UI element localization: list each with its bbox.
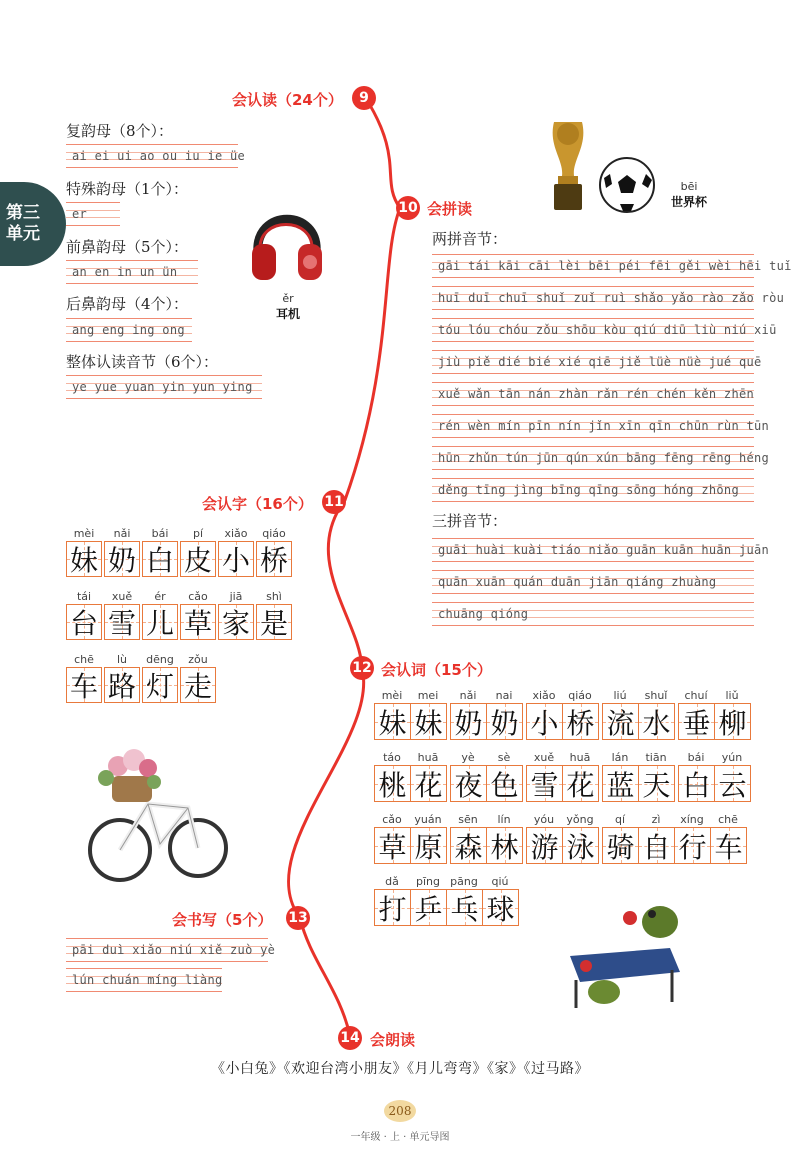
char-pinyin: qiáo (262, 527, 286, 540)
word-pinyin: mèi (381, 689, 403, 702)
word-pinyin: nǎi (459, 689, 477, 702)
section-12-title: 会认词（15个） (381, 661, 492, 679)
word-row (374, 750, 754, 802)
char-pinyin: nǎi (113, 527, 131, 540)
char-row (66, 526, 294, 577)
word-pinyin: shuǐ (644, 689, 668, 702)
char-hanzi: 皮 (183, 544, 212, 577)
char-box (66, 667, 102, 703)
football-image (598, 156, 656, 214)
page-number: 208 (384, 1100, 416, 1122)
word-hanzi: 妹 (414, 706, 443, 740)
te-yunmu-line: er (66, 202, 120, 226)
word-char-box (710, 827, 747, 864)
char-pinyin: bái (151, 527, 169, 540)
word-hanzi: 乓 (450, 892, 479, 926)
char-cell (142, 589, 178, 640)
word-char-box (450, 765, 487, 802)
word-pinyin: xuě (533, 751, 555, 764)
word-hanzi: 桥 (566, 706, 595, 740)
word-hanzi: 垂 (682, 706, 711, 740)
qian-yunmu-label: 前鼻韵母（5个）： (66, 238, 189, 256)
s10_two-row: děng tīng jìng bīng qīng sōng hóng zhōng (432, 478, 754, 502)
section-14-title: 会朗读 (370, 1031, 416, 1049)
word-hanzi: 原 (414, 830, 443, 864)
char-pinyin: xuě (111, 590, 133, 603)
word-cell (374, 750, 446, 802)
word-char-box (374, 765, 411, 802)
char-pinyin: xiǎo (224, 527, 248, 540)
word-cell (450, 750, 522, 802)
word-pinyin: huā (417, 751, 439, 764)
word-pinyin: sè (497, 751, 511, 764)
char-box (218, 604, 254, 640)
char-pinyin: chē (74, 653, 94, 666)
word-char-box (410, 703, 447, 740)
word-hanzi: 花 (414, 768, 443, 802)
word-pinyin: qiú (491, 875, 509, 888)
section-10-node: 10 (396, 196, 420, 220)
word-pinyin: táo (383, 751, 401, 764)
word-pinyin: nai (495, 689, 513, 702)
word-pinyin: yuán (414, 813, 442, 826)
word-char-box (638, 827, 675, 864)
word-hanzi: 自 (642, 830, 671, 864)
word-char-box (410, 827, 447, 864)
write-line-2: lún chuán míng liàng (66, 968, 222, 992)
three-syllable-label: 三拼音节： (432, 512, 508, 530)
word-hanzi: 水 (642, 706, 671, 740)
trophy-caption (664, 180, 714, 210)
word-pinyin: yóu (533, 813, 555, 826)
word-char-box (446, 889, 483, 926)
char-pinyin: lù (116, 653, 128, 666)
char-cell (218, 526, 254, 577)
char-cell (66, 526, 102, 577)
s10_three-row: guāi huài kuài tiáo niǎo guān kuān huān juān (432, 538, 754, 562)
s10_two-row: rén wèn mín pīn nín jǐn xīn qīn chūn rùn tūn (432, 414, 754, 438)
word-char-box (450, 703, 487, 740)
word-char-box (602, 765, 639, 802)
word-hanzi: 球 (486, 892, 515, 926)
word-cell (602, 812, 746, 864)
char-pinyin: mèi (73, 527, 95, 540)
word-char-box (526, 765, 563, 802)
char-box (180, 604, 216, 640)
char-pinyin: tái (76, 590, 92, 603)
word-hanzi: 桃 (378, 768, 407, 802)
word-hanzi: 骑 (606, 830, 635, 864)
word-pinyin: dǎ (385, 875, 399, 888)
hou-yunmu-line: ang eng ing ong (66, 318, 192, 342)
word-row (374, 812, 750, 864)
word-pinyin: chē (718, 813, 738, 826)
section-11-node: 11 (322, 490, 346, 514)
word-hanzi: 色 (490, 768, 519, 802)
section-12-node: 12 (350, 656, 374, 680)
char-box (66, 541, 102, 577)
char-hanzi: 是 (259, 607, 288, 640)
unit-tab-line2: 单元 (6, 224, 40, 244)
word-pinyin: lán (611, 751, 629, 764)
word-char-box (410, 765, 447, 802)
headphones-label: 耳机 (275, 307, 300, 321)
char-hanzi: 儿 (145, 607, 174, 640)
word-hanzi: 游 (530, 830, 559, 864)
word-pinyin: bái (687, 751, 705, 764)
word-char-box (602, 827, 639, 864)
section-13-node: 13 (286, 906, 310, 930)
section-9-node: 9 (352, 86, 376, 110)
word-char-box (674, 827, 711, 864)
word-cell (526, 812, 598, 864)
word-hanzi: 行 (678, 830, 707, 864)
char-box (142, 667, 178, 703)
word-pinyin: xíng (680, 813, 704, 826)
fu-yunmu-line: ai ei ui ao ou iu ie üe (66, 144, 238, 168)
char-box (218, 541, 254, 577)
char-box (104, 604, 140, 640)
word-cell (374, 812, 446, 864)
char-pinyin: zǒu (188, 653, 208, 666)
word-pinyin: pīng (416, 875, 440, 888)
word-hanzi: 天 (642, 768, 671, 802)
section-10-title: 会拼读 (427, 200, 473, 218)
word-pinyin: cǎo (382, 813, 402, 826)
word-cell (526, 750, 598, 802)
word-cell (526, 688, 598, 740)
headphones-pinyin: ěr (282, 292, 294, 305)
word-hanzi: 奶 (490, 706, 519, 740)
word-pinyin: xiǎo (532, 689, 556, 702)
te-yunmu-label: 特殊韵母（1个）： (66, 180, 189, 198)
s10_two-row: tóu lóu chóu zǒu shōu kòu qiú diū liù niú xiū (432, 318, 754, 342)
word-char-box (450, 827, 487, 864)
word-cell (678, 688, 750, 740)
char-box (104, 541, 140, 577)
word-cell (602, 750, 674, 802)
headphones-image (248, 198, 326, 288)
s10_three-row: quān xuān quán duān jiān qiáng zhuàng (432, 570, 754, 594)
word-char-box (374, 827, 411, 864)
word-hanzi: 林 (490, 830, 519, 864)
word-char-box (714, 765, 751, 802)
word-hanzi: 蓝 (606, 768, 635, 802)
word-char-box (562, 703, 599, 740)
word-pinyin: yún (721, 751, 743, 764)
write-line-1: pāi duì xiǎo niú xiě zuò yè (66, 938, 268, 962)
word-pinyin: lín (497, 813, 511, 826)
char-hanzi: 桥 (259, 544, 288, 577)
char-hanzi: 家 (221, 607, 250, 640)
word-char-box (526, 827, 563, 864)
fu-yunmu-label: 复韵母（8个）： (66, 122, 174, 140)
word-row (374, 688, 754, 740)
char-hanzi: 草 (183, 607, 212, 640)
word-hanzi: 流 (606, 706, 635, 740)
char-cell (180, 652, 216, 703)
word-pinyin: yè (461, 751, 475, 764)
word-hanzi: 白 (682, 768, 711, 802)
word-hanzi: 草 (378, 830, 407, 864)
word-char-box (562, 765, 599, 802)
char-box (180, 541, 216, 577)
word-pinyin: liǔ (725, 689, 739, 702)
char-cell (104, 652, 140, 703)
word-cell (450, 688, 522, 740)
char-cell (66, 589, 102, 640)
char-cell (104, 589, 140, 640)
unit-tab (0, 182, 66, 266)
char-cell (256, 526, 292, 577)
char-cell (66, 652, 102, 703)
word-pinyin: yǒng (566, 813, 594, 826)
word-cell (450, 812, 522, 864)
char-hanzi: 奶 (107, 544, 136, 577)
char-cell (256, 589, 292, 640)
s10_two-row: jiù piě dié bié xié qiē jiě lüè nüè jué quē (432, 350, 754, 374)
word-row (374, 874, 522, 926)
s10_two-row: gāi tái kāi cāi lèi bēi péi fēi gěi wèi hēi tuǐ (432, 254, 754, 278)
word-hanzi: 柳 (718, 706, 747, 740)
word-pinyin: sēn (458, 813, 478, 826)
word-pinyin: qí (614, 813, 626, 826)
section-13-title: 会书写（5个） (172, 911, 273, 929)
char-pinyin: jiā (229, 590, 243, 603)
word-pinyin: qiáo (568, 689, 592, 702)
word-char-box (602, 703, 639, 740)
section-11-title: 会认字（16个） (202, 495, 313, 513)
frog-pingpong-image (560, 892, 690, 1012)
word-hanzi: 花 (566, 768, 595, 802)
word-pinyin: pāng (450, 875, 478, 888)
word-char-box (374, 889, 411, 926)
word-hanzi: 妹 (378, 706, 407, 740)
word-pinyin: zì (651, 813, 661, 826)
word-cell (374, 874, 518, 926)
section-9-title: 会认读（24个） (232, 91, 343, 109)
char-box (104, 667, 140, 703)
char-row (66, 652, 218, 703)
word-hanzi: 奶 (454, 706, 483, 740)
char-box (66, 604, 102, 640)
qian-yunmu-line: an en in un ün (66, 260, 198, 284)
trophy-pinyin: bēi (680, 180, 698, 193)
char-cell (180, 526, 216, 577)
char-hanzi: 灯 (145, 670, 174, 703)
char-cell (142, 526, 178, 577)
trophy-label: 世界杯 (670, 195, 707, 209)
word-char-box (638, 765, 675, 802)
char-hanzi: 车 (69, 670, 98, 703)
char-pinyin: cǎo (188, 590, 208, 603)
s10_two-row: hūn zhǔn tún jūn qún xún bāng fēng rēng héng (432, 446, 754, 470)
word-hanzi: 车 (714, 830, 743, 864)
char-cell (104, 526, 140, 577)
trophy-image (546, 116, 590, 212)
word-char-box (486, 827, 523, 864)
reading-texts: 《小白兔》《欢迎台湾小朋友》《月儿弯弯》《家》《过马路》 (211, 1061, 589, 1077)
word-hanzi: 森 (454, 830, 483, 864)
word-hanzi: 小 (530, 706, 559, 740)
word-hanzi: 云 (718, 768, 747, 802)
char-box (256, 604, 292, 640)
word-pinyin: tiān (645, 751, 667, 764)
unit-tab-line1: 第三 (6, 202, 40, 223)
zhengti-label: 整体认读音节（6个）： (66, 353, 219, 371)
word-cell (602, 688, 674, 740)
word-hanzi: 乒 (414, 892, 443, 926)
char-hanzi: 妹 (69, 544, 98, 577)
word-char-box (410, 889, 447, 926)
char-pinyin: pí (192, 527, 204, 540)
word-pinyin: huā (569, 751, 591, 764)
char-box (256, 541, 292, 577)
word-hanzi: 打 (378, 892, 407, 926)
word-char-box (482, 889, 519, 926)
char-cell (142, 652, 178, 703)
char-hanzi: 白 (145, 544, 174, 577)
word-char-box (638, 703, 675, 740)
char-hanzi: 走 (183, 670, 212, 703)
char-hanzi: 台 (69, 607, 98, 640)
page-footer: 一年级 · 上 · 单元导图 (350, 1132, 450, 1143)
headphones-caption (266, 292, 310, 322)
word-cell (374, 688, 446, 740)
word-char-box (678, 765, 715, 802)
word-hanzi: 夜 (454, 768, 483, 802)
char-cell (180, 589, 216, 640)
word-char-box (486, 765, 523, 802)
char-cell (218, 589, 254, 640)
word-char-box (678, 703, 715, 740)
char-pinyin: ér (154, 590, 166, 603)
word-pinyin: chuí (684, 689, 708, 702)
char-box (142, 604, 178, 640)
word-char-box (526, 703, 563, 740)
word-pinyin: liú (613, 689, 627, 702)
word-char-box (714, 703, 751, 740)
char-box (142, 541, 178, 577)
char-pinyin: dēng (146, 653, 174, 666)
s10_three-row: chuāng qióng (432, 602, 754, 626)
word-hanzi: 泳 (566, 830, 595, 864)
s10_two-row: xuě wǎn tān nán zhàn rǎn rén chén kěn zhēn (432, 382, 754, 406)
char-row (66, 589, 294, 640)
hou-yunmu-label: 后鼻韵母（4个）： (66, 295, 189, 313)
char-hanzi: 路 (107, 670, 136, 703)
bicycle-image (88, 724, 228, 894)
word-char-box (486, 703, 523, 740)
word-pinyin: mei (417, 689, 439, 702)
two-syllable-label: 两拼音节： (432, 230, 508, 248)
word-hanzi: 雪 (530, 768, 559, 802)
zhengti-line: ye yue yuan yin yun ying (66, 375, 262, 399)
char-hanzi: 小 (221, 544, 250, 577)
char-pinyin: shì (266, 590, 282, 603)
word-cell (678, 750, 750, 802)
char-box (180, 667, 216, 703)
char-hanzi: 雪 (107, 607, 136, 640)
word-char-box (562, 827, 599, 864)
word-char-box (374, 703, 411, 740)
s10_two-row: huī duī chuī shuǐ zuǐ ruì shǎo yǎo rào zǎo ròu (432, 286, 754, 310)
section-14-node: 14 (338, 1026, 362, 1050)
